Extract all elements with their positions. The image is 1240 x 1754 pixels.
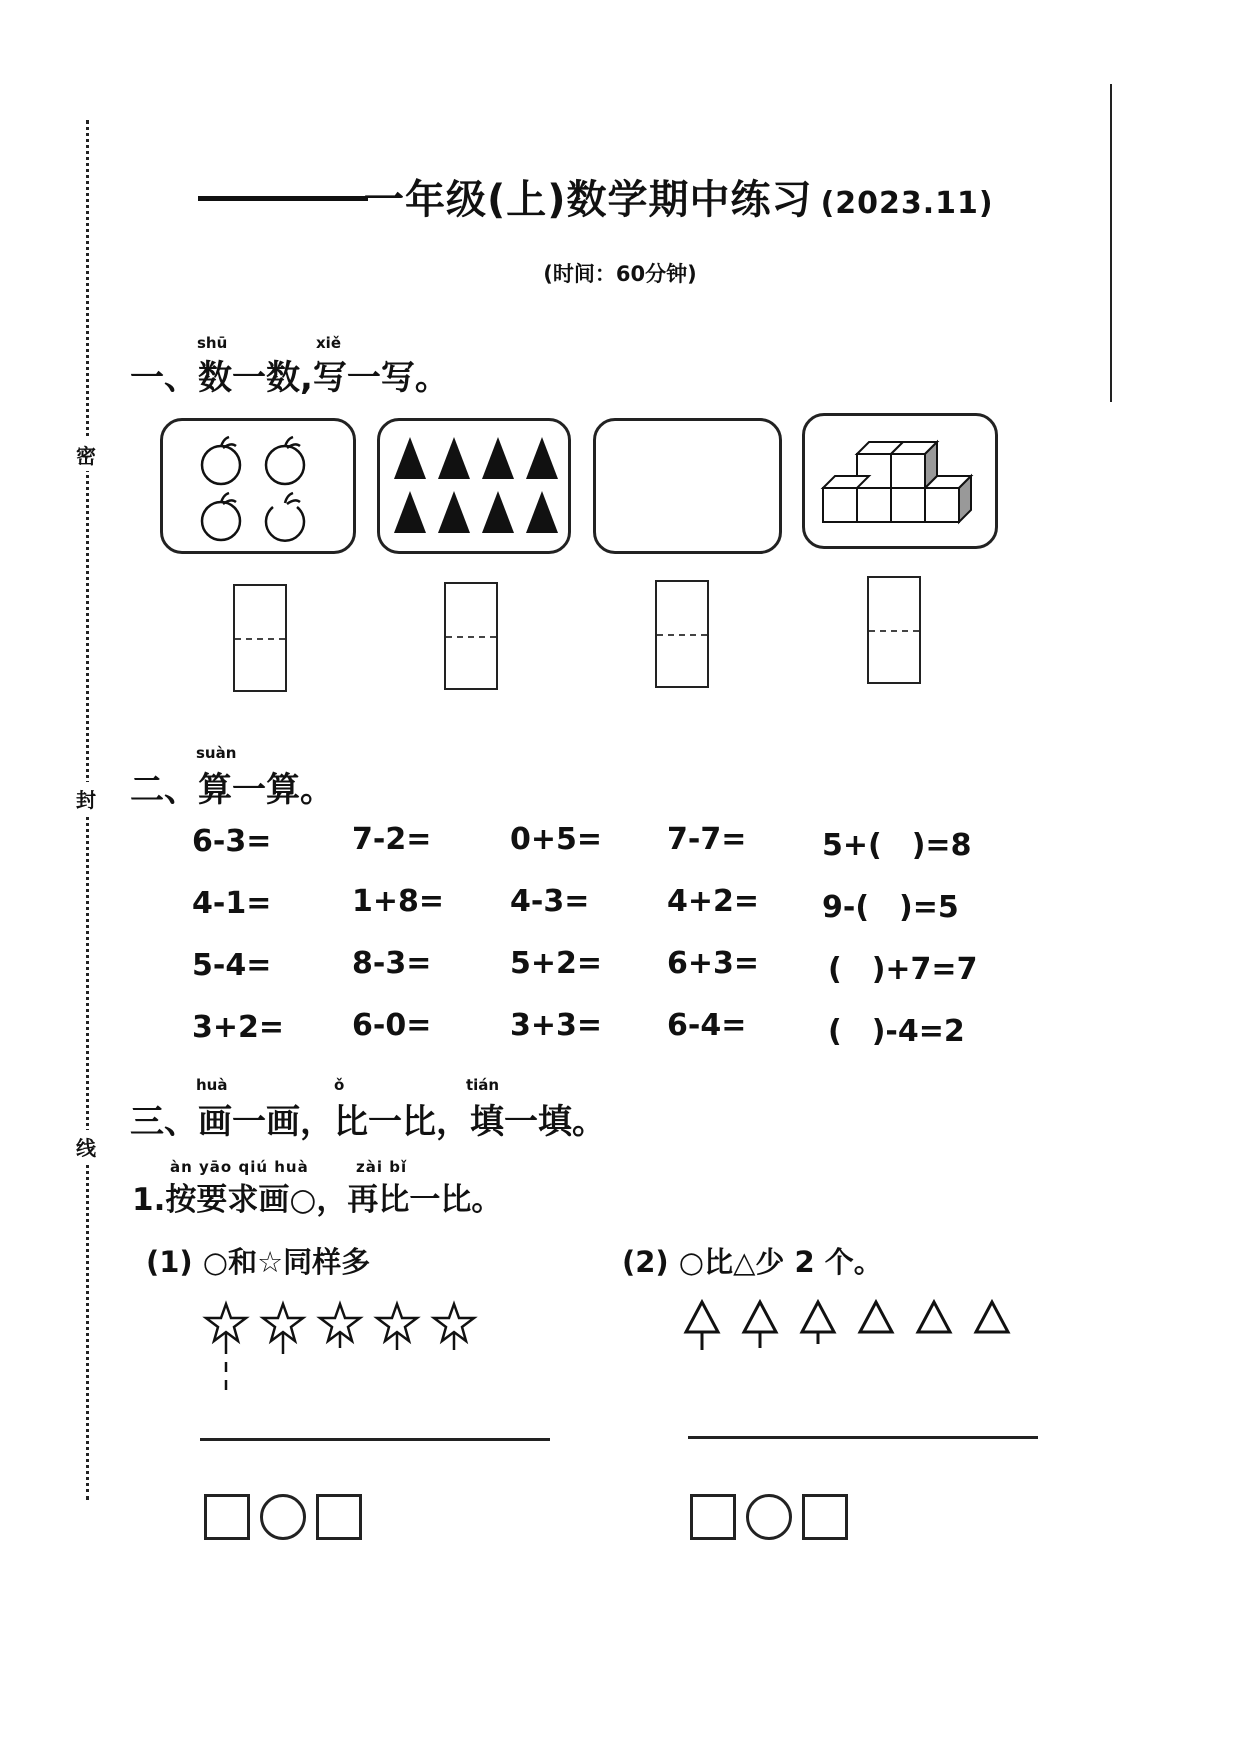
seal-char-mi: 密 [76,438,96,471]
equation: 0+5= [510,822,603,857]
picture-box-cubes [802,413,998,549]
equation: 7-2= [352,822,432,857]
triangles-row-icon [682,1296,1022,1356]
equation: 3+3= [510,1008,603,1043]
equation: 4-1= [192,886,272,921]
compare-square-left[interactable] [204,1494,250,1540]
apples-icon [163,421,353,551]
picture-box-triangles [377,418,571,554]
picture-box-empty [593,418,782,554]
equation: 5+( )=8 [822,828,972,863]
seal-char-xian: 线 [76,1130,96,1163]
equation: 6-4= [667,1008,747,1043]
triangles-icon [380,421,568,551]
answer-box-4[interactable] [867,576,921,684]
equation: 6-3= [192,824,272,859]
drawing-line-1[interactable] [200,1438,550,1441]
right-margin-rule [1110,84,1112,402]
pinyin-hua: huà [196,1076,228,1094]
drawing-line-2[interactable] [688,1436,1038,1439]
compare-circle[interactable] [260,1494,306,1540]
equation: ( )-4=2 [828,1014,965,1049]
pinyin-bi: ǒ [334,1076,345,1094]
pinyin-shu: shū [197,334,228,352]
equation: 8-3= [352,946,432,981]
equation: 6-0= [352,1008,432,1043]
section2-heading: 二、算一算。 [130,770,334,810]
equation: ( )+7=7 [828,952,978,987]
equation: 4-3= [510,884,590,919]
page-title [364,168,994,225]
equation: 3+2= [192,1010,285,1045]
picture-box-apples [160,418,356,554]
title-text: 一年级(上)数学期中练习 [364,177,813,223]
title-date: (2023.11) [820,186,994,221]
stars-row-icon [200,1300,490,1400]
name-blank-line [198,196,368,201]
equation: 5+2= [510,946,603,981]
answer-box-1[interactable] [233,584,287,692]
sub-question-2: (2) ○比△少 2 个。 [622,1245,883,1279]
cubes-icon [805,416,995,546]
pinyin-xie: xiě [316,334,341,352]
compare-square-left[interactable] [690,1494,736,1540]
equation: 4+2= [667,884,760,919]
answer-box-3[interactable] [655,580,709,688]
answer-box-2[interactable] [444,582,498,690]
pinyin-tian: tián [466,1076,500,1094]
section3-heading: 三、画一画，比一比，填一填。 [130,1102,606,1142]
pinyin-suan: suàn [196,744,237,762]
section1-heading: 一、数一数,写一写。 [130,358,449,398]
pinyin-q1-b: zài bǐ [356,1158,408,1176]
pinyin-q1-a: àn yāo qiú huà [170,1158,309,1176]
sub-question-1: (1) ○和☆同样多 [146,1245,371,1279]
compare-square-right[interactable] [316,1494,362,1540]
equation: 1+8= [352,884,445,919]
equation: 7-7= [667,822,747,857]
seal-char-feng: 封 [76,782,96,815]
compare-circle[interactable] [746,1494,792,1540]
equation: 5-4= [192,948,272,983]
equation: 6+3= [667,946,760,981]
equation: 9-( )=5 [822,890,959,925]
time-limit: (时间：60分钟) [543,262,697,286]
question-1: 1.按要求画○，再比一比。 [132,1182,503,1218]
compare-square-right[interactable] [802,1494,848,1540]
